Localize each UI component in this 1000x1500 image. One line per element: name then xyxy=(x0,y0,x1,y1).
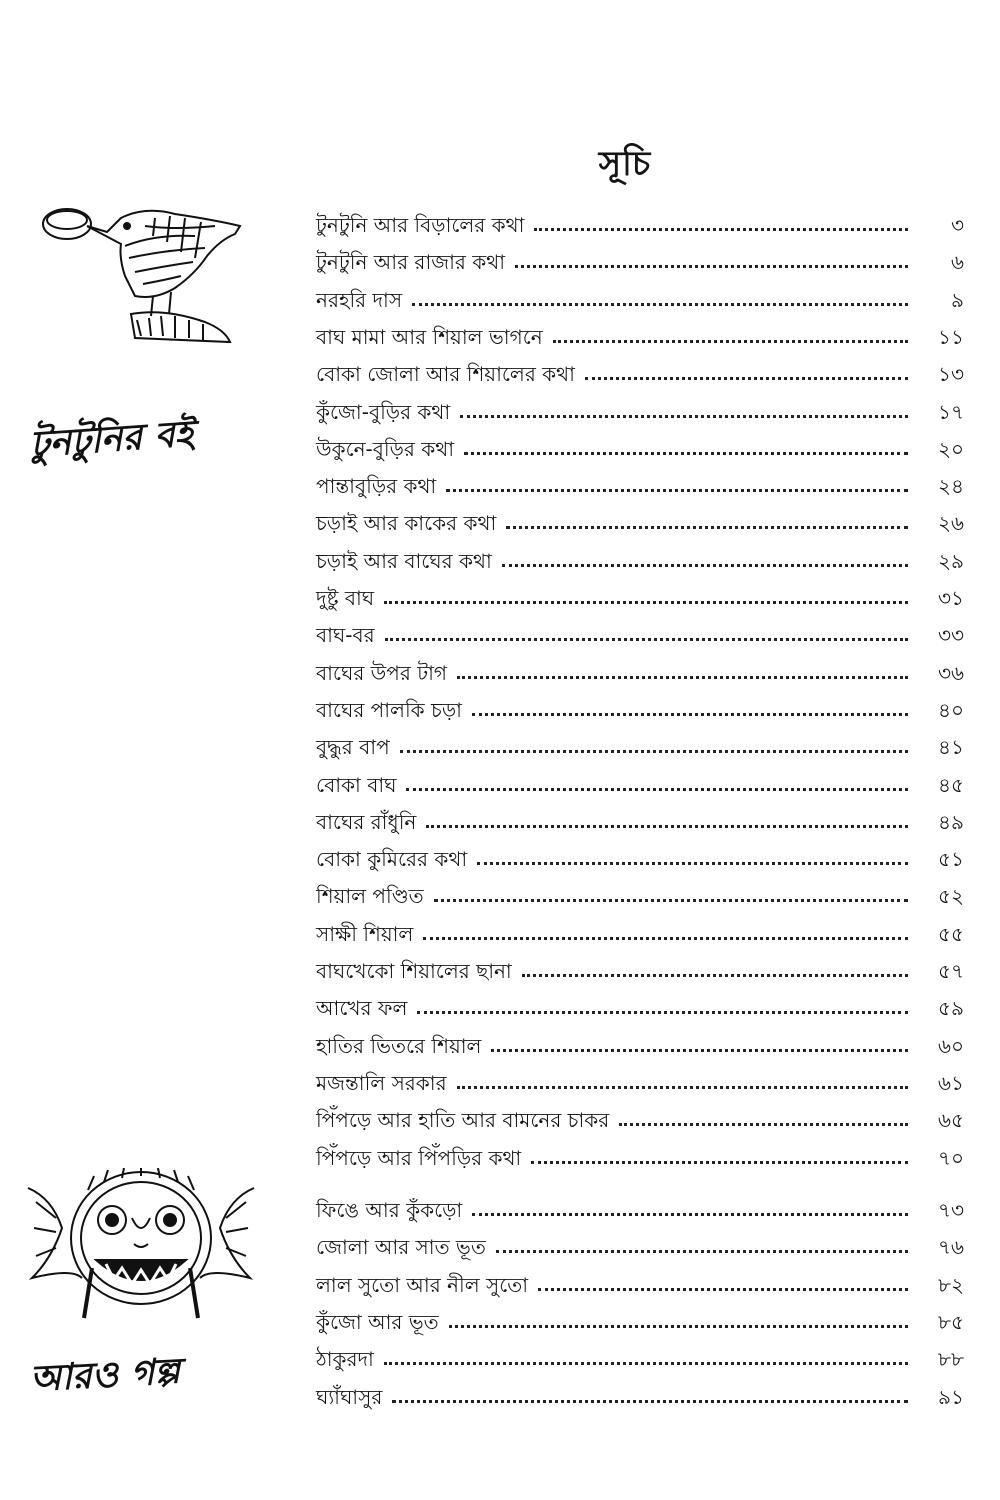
toc-entry-page: ২৬ xyxy=(937,511,964,536)
toc-entry-title: কুঁজো আর ভূত xyxy=(316,1309,439,1334)
toc-entry-title: ঘ্যাঁঘাসুর xyxy=(316,1384,383,1409)
toc-entry-title: পান্তাবুড়ির কথা xyxy=(316,474,437,499)
toc-entry xyxy=(316,919,964,949)
dot-leader xyxy=(449,1325,908,1328)
dot-leader xyxy=(496,1250,908,1253)
dot-leader xyxy=(412,303,908,306)
toc-entry-page: ৩ xyxy=(950,213,964,237)
dot-leader xyxy=(472,1213,908,1216)
dot-leader xyxy=(400,750,908,753)
toc-entry-title: বুদ্ধুর বাপ xyxy=(316,735,390,760)
toc-entry-page: ১৩ xyxy=(938,362,964,387)
toc-entry xyxy=(316,658,964,688)
toc-entry-title: বাঘের উপর টাগ xyxy=(316,660,447,685)
toc-entry xyxy=(316,881,964,911)
dot-leader xyxy=(417,1011,908,1014)
toc-entry-page: ২৯ xyxy=(938,548,964,573)
page-title: সূচি xyxy=(598,144,652,184)
toc-entry xyxy=(316,210,964,240)
dot-leader xyxy=(534,228,908,231)
toc-entry xyxy=(316,1382,964,1412)
toc-entry-page: ২০ xyxy=(937,436,964,461)
toc-entry-title: দুষ্টু বাঘ xyxy=(316,586,375,610)
toc-entry-title: লাল সুতো আর নীল সুতো xyxy=(316,1272,529,1297)
dot-leader xyxy=(406,788,908,791)
toc-entry-page: ৬ xyxy=(950,250,964,275)
toc-entry-title: বাঘের রাঁধুনি xyxy=(316,809,417,834)
toc-entry-title: বাঘ-বর xyxy=(316,623,375,648)
toc-entry-title: বোকা জোলা আর শিয়ালের কথা xyxy=(316,362,575,387)
toc-entry-page: ৪০ xyxy=(938,697,964,722)
section-caption: আরও গল্প xyxy=(28,1350,181,1400)
toc-entry-title: ফিঙে আর কুঁকড়ো xyxy=(316,1198,463,1222)
toc-entry-page: ৯ xyxy=(951,287,964,312)
toc-entry xyxy=(316,1143,964,1173)
toc-entry-page: ৪৯ xyxy=(938,809,964,834)
dot-leader xyxy=(460,415,908,418)
toc-entry-title: নরহরি দাস xyxy=(316,287,403,312)
toc-entry-title: সাক্ষী শিয়াল xyxy=(316,921,414,946)
dot-leader xyxy=(385,638,908,641)
dot-leader xyxy=(472,713,908,716)
toc-entry xyxy=(316,471,964,501)
toc-entry xyxy=(316,397,964,427)
toc-entry-page: ৯১ xyxy=(938,1384,964,1409)
dot-leader xyxy=(515,265,908,268)
dot-leader xyxy=(477,862,908,865)
toc-entry-title: চড়াই আর কাকের কথা xyxy=(316,511,497,536)
toc-entry xyxy=(316,695,964,725)
dot-leader xyxy=(619,1123,908,1126)
dot-leader xyxy=(538,1288,908,1291)
toc-entry-title: মজন্তালি সরকার xyxy=(316,1070,447,1095)
dot-leader xyxy=(531,1161,908,1164)
toc-entry-page: ৭০ xyxy=(937,1145,964,1170)
toc-entry-title: আখের ফল xyxy=(316,996,408,1021)
toc-entry-title: টুনটুনি আর বিড়ালের কথা xyxy=(316,213,525,237)
toc-entry xyxy=(316,1232,964,1262)
dot-leader xyxy=(384,1362,908,1365)
toc-entry-title: চড়াই আর বাঘের কথা xyxy=(316,548,492,573)
toc-entry-title: টুনটুনি আর রাজার কথা xyxy=(316,250,506,275)
toc-entry-page: ১৭ xyxy=(938,399,964,424)
toc-entry-title: শিয়াল পণ্ডিত xyxy=(316,884,424,909)
toc-entry xyxy=(316,732,964,762)
toc-entry-page: ৩১ xyxy=(938,586,964,610)
dot-leader xyxy=(491,1049,908,1052)
toc-entry xyxy=(316,1270,964,1300)
toc-entry-title: বোকা কুমিরের কথা xyxy=(316,847,468,872)
toc-entry xyxy=(316,285,964,315)
toc-entry-title: উকুনে-বুড়ির কথা xyxy=(316,436,454,461)
toc-entry xyxy=(316,620,964,650)
toc-entry-title: কুঁজো-বুড়ির কথা xyxy=(316,399,451,424)
toc-entry xyxy=(316,322,964,352)
toc-entry-page: ৩৬ xyxy=(937,660,964,685)
toc-entry-page: ৪৫ xyxy=(938,772,964,797)
toc-entry xyxy=(316,508,964,538)
dot-leader xyxy=(506,526,908,529)
dot-leader xyxy=(585,377,908,380)
dot-leader xyxy=(464,452,908,455)
toc-entry-page: ৮৮ xyxy=(938,1347,964,1372)
toc-entry-title: বাঘ মামা আর শিয়াল ভাগনে xyxy=(316,324,543,349)
toc-entry xyxy=(316,1195,964,1225)
toc-entry xyxy=(316,1344,964,1374)
toc-entry xyxy=(316,993,964,1023)
toc-entry-page: ৩৩ xyxy=(937,623,964,648)
toc-entry-title: পিঁপড়ে আর হাতি আর বামনের চাকর xyxy=(316,1108,610,1133)
toc-entry xyxy=(316,956,964,986)
toc-entry-page: ১১ xyxy=(938,324,964,349)
toc-entry-title: পিঁপড়ে আর পিঁপড়ির কথা xyxy=(316,1145,522,1170)
dot-leader xyxy=(423,937,908,940)
dot-leader xyxy=(446,489,908,492)
toc-entry xyxy=(316,770,964,800)
toc-entry xyxy=(316,583,964,613)
toc-entry xyxy=(316,546,964,576)
toc-entry xyxy=(316,359,964,389)
dot-leader xyxy=(434,899,908,902)
toc-entry-page: ৫২ xyxy=(938,884,964,909)
toc-entry-title: ঠাকুরদা xyxy=(316,1347,374,1372)
toc-entry-page: ৮২ xyxy=(938,1272,964,1297)
dot-leader xyxy=(502,564,908,567)
dot-leader xyxy=(426,825,908,828)
toc-entry-page: ৫৫ xyxy=(938,921,964,946)
toc-entry-page: ৬৫ xyxy=(938,1108,964,1133)
dot-leader xyxy=(384,601,908,604)
toc-entry-page: ৬০ xyxy=(937,1033,964,1058)
toc-entry-title: বোকা বাঘ xyxy=(316,772,397,797)
toc-entry-page: ৪১ xyxy=(938,735,964,760)
toc-entry-page: ৫৯ xyxy=(938,996,964,1021)
toc-entry-title: জোলা আর সাত ভূত xyxy=(316,1235,486,1260)
toc-entry-title: বাঘখেকো শিয়ালের ছানা xyxy=(316,959,512,983)
toc-entry xyxy=(316,434,964,464)
toc-entry-page: ৭৬ xyxy=(937,1235,964,1260)
toc-entry-title: বাঘের পালকি চড়া xyxy=(316,697,462,722)
dot-leader xyxy=(457,676,908,679)
dot-leader xyxy=(522,974,908,977)
toc-entry xyxy=(316,807,964,837)
toc-entry-page: ৬১ xyxy=(938,1070,964,1095)
toc-entry xyxy=(316,1307,964,1337)
toc-entry-page: ৫৭ xyxy=(938,959,964,983)
toc-entry-page: ৭৩ xyxy=(937,1198,964,1222)
toc-entry xyxy=(316,844,964,874)
toc-entry xyxy=(316,1031,964,1061)
toc-entry-page: ৮৫ xyxy=(938,1309,964,1334)
toc-entry-page: ৫১ xyxy=(938,847,964,872)
dot-leader xyxy=(553,340,908,343)
toc-entry-title: হাতির ভিতরে শিয়াল xyxy=(316,1033,482,1058)
toc-entry-page: ২৪ xyxy=(938,474,964,499)
toc-entry xyxy=(316,247,964,277)
dot-leader xyxy=(392,1400,908,1403)
dot-leader xyxy=(457,1086,908,1089)
section-caption: টুনটুনির বই xyxy=(28,412,195,466)
toc-entry xyxy=(316,1105,964,1135)
toc-entry xyxy=(316,1068,964,1098)
